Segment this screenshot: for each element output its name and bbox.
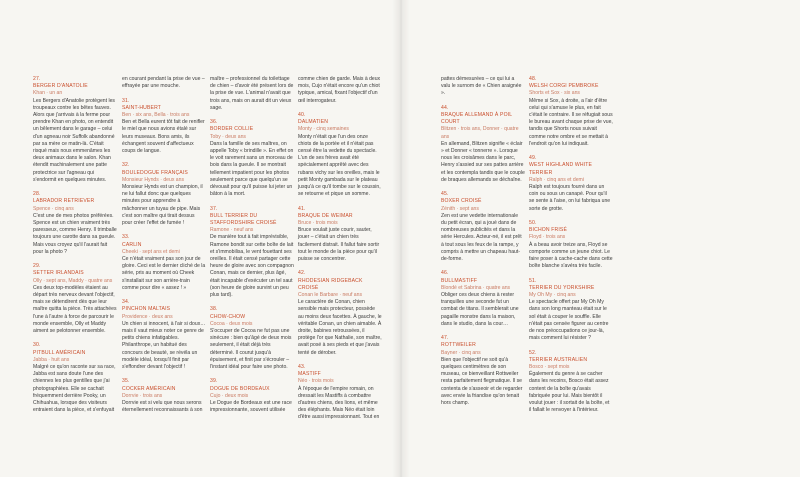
entry-description: Le spectacle offert par My Oh My dans son long manteau était sur le sol était à couper le souffle. Elle n'était pas censée figurer au centre de nos préoccupations ce jour-là, mais comment lui résister ? — [529, 299, 609, 342]
dog-entry — [529, 155, 613, 213]
left-column-1 — [33, 76, 117, 422]
dog-name-age: Monsieur Hynds · deux ans — [122, 176, 185, 183]
entry-number: 35. — [122, 378, 130, 385]
entry-description: Malgré ce qu'on raconte sur sa race, Jabba est sans doute l'une des chiennes les plus gentilles que j'ai photographiées. Elle se cachait fréquemment derrière Pooky, un Chihuahua, lorsque des visiteurs entraient dans la pièce, et s'enfuyait — [33, 364, 116, 414]
entry-description: De manière tout à fait imprévisible, Ramone bondit sur cette boîte de lait et s'immobilisa, le vent fouettant ses oreilles. Il était censé partager cette heure de gloire avec son compagnon Conan, mais ce dernier, plus âgé, était incapable d'exécuter un tel saut (son heure de gloire survint un peu plus tard). — [210, 234, 294, 299]
dog-name-age: Bosco · sept mois — [529, 364, 570, 371]
book-gutter — [392, 0, 410, 477]
entry-number: 38. — [210, 306, 218, 313]
dog-name-age: Khan · un an — [33, 90, 63, 97]
entry-description: Les Bergers d'Anatolie protègent les troupeaux contre les bêtes fauves. Alors que j'arrivais à la ferme pour prendre Khan en photo, on entendit un bêlement dans le garage – celui d'un agneau noir Suffolk abandonné par sa mère ce matin-là. C'était risqué mais nous emmenâmes les deux animaux dans le salon. Khan étendit machinalement une patte protectrice sur l'agneau qui s'endormit en quelques minutes. — [33, 97, 115, 183]
dog-name-age: Conan le Barbare · neuf ans — [298, 292, 362, 299]
dog-entry — [441, 191, 525, 263]
entry-number: 49. — [529, 155, 537, 162]
breed-title: COCKER AMÉRICAIN — [122, 385, 176, 392]
entry-number: 48. — [529, 76, 537, 82]
entry-number: 52. — [529, 349, 537, 356]
dog-name-age: Olly · sept ans, Maddy · quatre ans — [33, 277, 113, 284]
breed-title: ROTTWEILER — [441, 342, 476, 349]
entry-description: Dorrvie est si velu que nous serons éternellement reconnaissants à son — [122, 400, 203, 414]
dog-entry — [122, 378, 206, 414]
dog-name-age: Ramone · neuf ans — [210, 227, 254, 234]
breed-title: BORDER COLLIE — [210, 126, 254, 133]
dog-name-age: Floyd · trois ans — [529, 234, 566, 241]
entry-number: 45. — [441, 191, 449, 198]
entry-number: 32. — [122, 162, 130, 169]
breed-title: LABRADOR RETRIEVER — [33, 198, 95, 205]
dog-name-age: Néo · trois mois — [298, 378, 334, 385]
entry-description: Bruce voulait juste courir, sauter, jouer – c'était un chien très facilement distrait. Il fallut faire sortir tout le monde de la pièce pour qu'il puisse se concentrer. — [298, 227, 380, 263]
breed-title: BOULEDOGUE FRANÇAIS — [122, 169, 188, 176]
breed-title: DOGUE DE BORDEAUX — [210, 385, 270, 392]
dog-name-age: Ben · six ans, Bella · trois ans — [122, 112, 190, 118]
dog-name-age: Monty · cinq semaines — [298, 126, 349, 133]
entry-continuation-text: en courant pendant la prise de vue – effrayée par une mouche. — [122, 76, 205, 90]
dog-entry — [33, 342, 117, 414]
dog-entry — [298, 364, 382, 422]
entry-description: Monty n'était que l'un des onze chiots de la portée et il n'était pas censé être la vedette du spectacle. L'un de ses frères avait été spécialement apprêté avec des rubans vichy sur les oreilles, mais le petit Monty gambada sur le plateau jusqu'à ce qu'il tombe sur le coussin, se retourne et pique un somme. — [298, 133, 381, 198]
entry-description: Dans la famille de ses maîtres, on appelle Toby « brindille ». En effet on le voit rarement sans un morceau de bois dans la gueule. Il se montrait tellement impatient pour les photos seulement parce que quelqu'un se dévouait pour qu'il puisse lui jeter un bâton à la mort. — [210, 140, 294, 198]
entry-number: 37. — [210, 205, 218, 212]
breed-title: BULL TERRIER DU STAFFORDSHIRE CROISÉ — [210, 212, 277, 227]
entry-description: Même si Sox, à droite, a l'air d'être celui qui s'amuse le plus, en fait c'était le contraire. Il se réfugiait sous le bureau avant chaque prise de vue, tandis que Shorts nous suivait comme notre ombre et se mettait à l'endroit qu'on lui indiquait. — [529, 97, 613, 147]
breed-title: RHODESIAN RIDGEBACK CROISÉ — [298, 277, 363, 291]
right-column-1 — [441, 76, 525, 414]
entry-description: Zen est une vedette internationale du petit écran, qui a joué dans de nombreuses publicités et dans la série Hercules. Acteur-né, il est prêt à tout sous les feux de la rampe, y compris à mettre un chapeau haut-de-forme. — [441, 212, 522, 263]
entry-number: 36. — [210, 119, 218, 126]
dog-entry — [298, 206, 382, 264]
dog-entry — [441, 270, 525, 328]
dog-entry — [210, 306, 294, 371]
entry-description: Ralph est toujours fourré dans un coin ou sous un canapé. Pour qu'il se sente à l'aise, on lui fabriqua une sorte de grotte. — [529, 184, 611, 212]
dog-name-age: Bayner · cinq ans — [441, 349, 481, 356]
dog-entry — [529, 350, 613, 415]
dog-entry — [122, 299, 206, 371]
dog-name-age: Blitzen · trois ans, Donner · quatre ans — [441, 126, 519, 140]
breed-title: MASTIFF — [298, 371, 321, 378]
breed-title: DALMATIEN — [298, 119, 329, 126]
entry-number: 33. — [122, 234, 130, 241]
entry-number: 50. — [529, 220, 537, 227]
entry-continuation-text: maître – professionnel du toilettage de chien – d'avoir été présent lors de la prise de vue. L'animal n'avait que trois ans, mais on aurait dit un vieux sage. — [210, 76, 294, 111]
entry-number: 42. — [298, 270, 306, 277]
entry-number: 44. — [441, 104, 449, 111]
dog-name-age: Cujo · deux mois — [210, 392, 249, 399]
entry-number: 46. — [441, 270, 449, 277]
breed-title: BRAQUE DE WEIMAR — [298, 212, 353, 219]
dog-entry — [441, 335, 525, 407]
dog-name-age: Bruce · trois mois — [298, 220, 338, 227]
breed-title: CARLIN — [122, 241, 142, 248]
entry-number: 41. — [298, 205, 306, 212]
dog-name-age: Cheeki · sept ans et demi — [122, 248, 180, 255]
breed-title: BERGER D'ANATOLIE — [33, 83, 88, 90]
breed-title: WELSH CORGI PEMBROKE — [529, 83, 599, 90]
left-column-2 — [122, 76, 206, 422]
dog-entry — [210, 206, 294, 300]
dog-name-age: Jabba · huit ans — [33, 356, 70, 363]
breed-title: BULLMASTIFF — [441, 277, 478, 284]
breed-title: PITBULL AMÉRICAIN — [33, 349, 86, 356]
entry-number: 27. — [33, 76, 41, 82]
breed-title: BICHON FRISÉ — [529, 227, 568, 234]
breed-title: WEST HIGHLAND WHITE TERRIER — [529, 162, 593, 176]
entry-description: Un chien si innocent, à l'air si doux… mais il vaut mieux noter ce genre de petits chiens infatigables. Philanthrope, un habitué des concours de beauté, se révéla un modèle idéal, lorsqu'il finit par s'effondrer devant l'objectif ! — [122, 320, 206, 371]
dog-name-age: Cocoa · deux mois — [210, 320, 253, 327]
breed-title: SAINT-HUBERT — [122, 104, 162, 111]
entry-description: Ces deux top-modèles étaient au départ très nerveux devant l'objectif, mais se détendirent dès que leur maître quitta la pièce. Très attachées l'une à l'autre à force de parcourir le monde ensemble, Olly et Maddy aiment se pelotonner ensemble. — [33, 284, 117, 335]
dog-entry — [33, 263, 117, 335]
entry-number: 34. — [122, 299, 130, 306]
dog-entry — [122, 234, 206, 292]
entry-description: Le Dogue de Bordeaux est une race impressionnante, souvent utilisée — [210, 400, 292, 414]
dog-name-age: Providence · deux ans — [122, 313, 173, 320]
entry-number: 51. — [529, 277, 537, 284]
entry-description: C'est une de mes photos préférées. Spence est un chien vraiment très paresseux, comme Henry. Il trimballe toujours une carotte dans sa gueule. Mais vous croyez qu'il l'aurait fait pour la photo ? — [33, 212, 117, 255]
dog-name-age: Dorrvie · trois ans — [122, 392, 163, 399]
entry-description: Ben et Bella eurent tôt fait de renifler le miel que nous avions étalé sur leurs museaux. Bons amis, ils échangent souvent d'affectueux coups de langue. — [122, 119, 205, 155]
dog-entry — [210, 378, 294, 414]
dog-entry — [529, 76, 613, 148]
dog-name-age: Ralph · cinq ans et demi — [529, 176, 584, 183]
entry-number: 28. — [33, 191, 41, 198]
entry-continuation-text: comme chien de garde. Mais à deux mois, Cujo n'était encore qu'un chiot typique, amical, fixant l'objectif d'un œil interrogateur. — [298, 76, 381, 104]
entry-description: Ce n'était vraiment pas son jour de gloire. Ceci est le dernier cliché de la série, pris au moment où Cheek s'installait sur son arrière-train comme pour dire « assez ! » — [122, 256, 206, 291]
entry-description: S'occuper de Cocoa ne fut pas une sinécure : bien qu'âgé de deux mois seulement, il était déjà très déterminé. Il courut jusqu'à épuisement, et finit par s'écrouler – l'instant idéal pour faire une photo. — [210, 328, 292, 371]
entry-number: 31. — [122, 97, 130, 104]
dog-name-age: Toby · deux ans — [210, 133, 246, 140]
entry-description: À l'époque de l'empire romain, on dressait les Mastiffs à combattre d'autres chiens, des lions, et même des éléphants. Mais Néo était loin d'être aussi impressionnant. Tout en — [298, 385, 380, 421]
dog-name-age: Zénith · sept ans — [441, 205, 479, 212]
entry-description: Bien que l'objectif ne soit qu'à quelques centimètres de son museau, ce bienveillant Rottweiler resta parfaitement flegmatique. Il se contenta de s'asseoir et de regarder avec envie la friandise qu'on tenait hors champ. — [441, 356, 523, 407]
entry-description: Monsieur Hynds est un champion, il ne lui fallut donc que quelques minutes pour apprendre à mâchonner un tuyau de pipe. Mais c'est son maître qui tirait dessus pour créer l'effet de fumée ! — [122, 184, 203, 227]
breed-title: TERRIER AUSTRALIEN — [529, 356, 588, 363]
entry-description: Le caractère de Conan, chien sensible mais protecteur, possède au moins deux facettes. À gauche, le véritable Conan, un chien aimable. À droite, babines retroussées, il protège l'or que Nathalie, son maître, avait posé à ses pieds et que j'avais tenté de dérober. — [298, 299, 382, 356]
left-column-4 — [298, 76, 382, 429]
entry-description: En allemand, Blitzen signifie « éclair » et Donner « tonnerre ». Lorsque nous les croisâmes dans le parc, Henry s'assied sur ses pattes arrière et les contempla tandis que le couple de braques allemands se déchaîne. — [441, 140, 525, 183]
entry-description: Obliger ces deux chiens à rester tranquilles une seconde fut un combat de titans. Il semblerait une pagaille monstre dans la maison, dans le studio, dans la cour… — [441, 292, 519, 327]
breed-title: BRAQUE ALLEMAND À POIL COURT — [441, 112, 513, 126]
breed-title: TERRIER DU YORKSHIRE — [529, 284, 595, 291]
dog-name-age: Spence · cinq ans — [33, 205, 74, 212]
dog-entry — [441, 105, 525, 184]
dog-entry — [529, 278, 613, 343]
entry-number: 40. — [298, 112, 306, 118]
dog-entry — [33, 76, 117, 184]
dog-entry — [298, 112, 382, 198]
dog-entry — [298, 270, 382, 356]
entry-number: 39. — [210, 378, 218, 385]
breed-title: CHOW-CHOW — [210, 313, 246, 320]
dog-name-age: Blondé et Sabrina · quatre ans — [441, 284, 511, 291]
dog-name-age: Shorts et Sox · six ans — [529, 90, 580, 97]
dog-name-age: My Oh My · cinq ans — [529, 292, 576, 299]
dog-entry — [122, 98, 206, 156]
dog-entry — [33, 191, 117, 256]
entry-number: 43. — [298, 364, 306, 371]
entry-number: 30. — [33, 342, 41, 349]
entry-number: 29. — [33, 263, 41, 270]
dog-entry — [529, 220, 613, 270]
entry-continuation-text: pattes démesurées – ce qui lui a valu le surnom de « Chien araignée ». — [441, 76, 522, 97]
left-column-3 — [210, 76, 294, 422]
dog-entry — [210, 119, 294, 198]
entry-number: 47. — [441, 335, 449, 342]
breed-title: PINCHON MALTAIS — [122, 306, 171, 313]
entry-description: Également du genre à se cacher dans les recoins, Bosco était assez content de la boîte qu'avais fabriquée pour lui. Mais bientôt il voulut jouer : il sortait de la boîte, et il fallait le renvoyer à l'intérieur. — [529, 371, 610, 414]
dog-entry — [122, 162, 206, 227]
right-column-2 — [529, 76, 613, 422]
breed-title: SETTER IRLANDAIS — [33, 270, 84, 277]
entry-description: À a beau avoir treize ans, Floyd se comporte comme un jeune chiot. Le faire poser à cache-cache dans cette boîte blanche s'avéra très facile. — [529, 241, 613, 270]
breed-title: BOXER CROISÉ — [441, 198, 482, 205]
